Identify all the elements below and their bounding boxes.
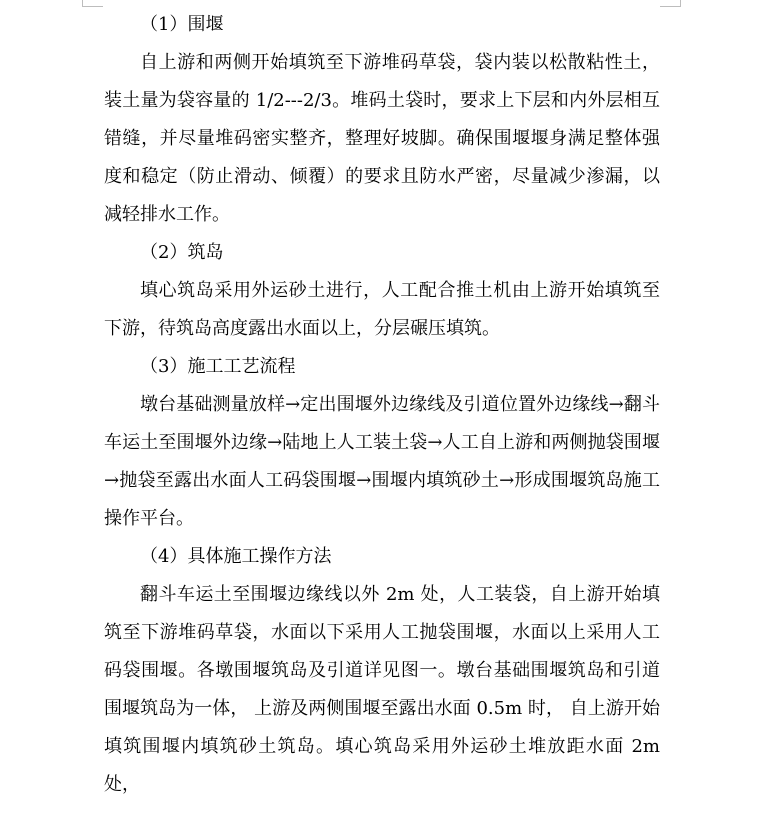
- paragraph-process-flow: 墩台基础测量放样→定出围堰外边缘线及引道位置外边缘线→翻斗车运土至围堰外边缘→陆地上人工装土袋→人工自上游和两侧抛袋围堰→抛袋至露出水面人工码袋围堰→围堰内填筑砂土→形成围堰筑岛施工操作平台。: [104, 394, 660, 529]
- section-heading-cofferdam: （1）围堰: [140, 14, 224, 35]
- page-corner-mark-right: [660, 0, 681, 7]
- paragraph-island: 填心筑岛采用外运砂土进行，人工配合推土机由上游开始填筑至下游，待筑岛高度露出水面以上，分层碾压填筑。: [104, 280, 660, 339]
- paragraph-cofferdam: 自上游和两侧开始填筑至下游堆码草袋，袋内装以松散粘性土，装土量为袋容量的 1/2---2/3。堆码土袋时，要求上下层和内外层相互错缝，并尽量堆码密实整齐，整理好坡脚。确保围堰堰身满足整体强度和稳定（防止滑动、倾覆）的要求且防水严密，尽量减少渗漏，以减轻排水工作。: [104, 52, 660, 225]
- section-heading-island: （2）筑岛: [140, 242, 224, 263]
- section-heading-process-flow: （3）施工工艺流程: [140, 356, 296, 377]
- paragraph-operation-method: 翻斗车运土至围堰边缘线以外 2m 处，人工装袋，自上游开始填筑至下游堆码草袋，水面以下采用人工抛袋围堰，水面以上采用人工码袋围堰。各墩围堰筑岛及引道详见图一。墩台基础围堰筑岛和引道围堰筑岛为一体， 上游及两侧围堰至露出水面 0.5m 时， 自上游开始填筑围堰内填筑砂土筑岛。填心筑岛采用外运砂土堆放距水面 2m 处，: [104, 584, 660, 795]
- document-body: [104, 6, 660, 804]
- section-heading-operation-method: （4）具体施工操作方法: [140, 546, 332, 567]
- page-corner-mark-left: [82, 0, 103, 7]
